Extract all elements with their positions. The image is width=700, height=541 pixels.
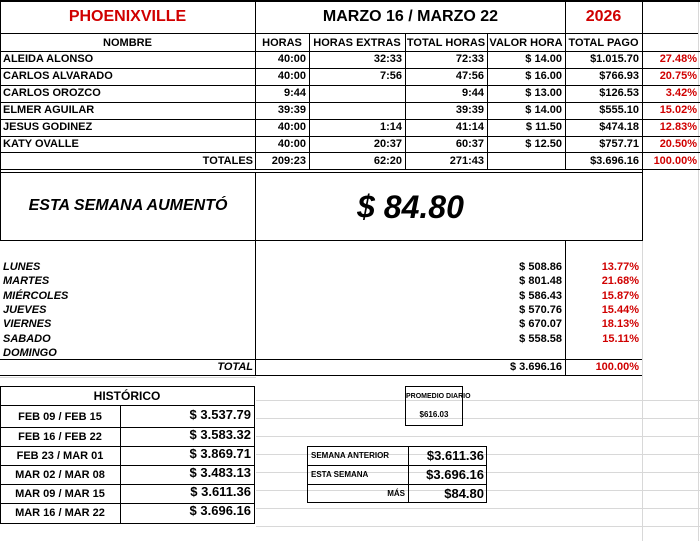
increase-amount: $ 84.80	[357, 189, 464, 225]
day-pct: 15.87%	[601, 289, 639, 302]
col-header-hours: HORAS	[262, 37, 302, 49]
employee-pay: $474.18	[599, 121, 639, 133]
employee-hours: 40:00	[277, 70, 306, 82]
comparison-label: MÁS	[387, 489, 405, 498]
employee-total-hours: 72:33	[455, 53, 484, 65]
totals-pay: $3.696.16	[590, 155, 639, 167]
history-title: HISTÓRICO	[93, 389, 161, 403]
day-amount: $ 570.76	[519, 303, 562, 316]
day-amount: $ 801.48	[519, 275, 562, 288]
employee-pay: $1.015.70	[590, 53, 639, 65]
daily-average-label: PROMEDIO DIARIO	[406, 393, 471, 400]
employee-rate: $ 12.50	[525, 138, 562, 150]
location-title: PHOENIXVILLE	[68, 8, 187, 25]
days-total-pct: 100.00%	[595, 361, 639, 373]
history-range: FEB 09 / FEB 15	[18, 411, 102, 423]
day-pct: 13.77%	[601, 261, 639, 273]
employee-hours: 39:39	[277, 104, 306, 116]
totals-extra: 62:20	[373, 155, 402, 167]
employee-pay: $126.53	[599, 87, 639, 99]
day-amount: $ 586.43	[519, 289, 562, 302]
history-range: MAR 02 / MAR 08	[15, 469, 105, 481]
day-label: VIERNES	[3, 318, 52, 331]
col-header-pay: TOTAL PAGO	[568, 37, 639, 49]
employee-name: CARLOS ALVARADO	[3, 70, 113, 82]
day-label: LUNES	[3, 261, 41, 273]
employee-name: JESUS GODINEZ	[3, 121, 93, 133]
history-range: MAR 09 / MAR 15	[15, 488, 105, 500]
employee-pct: 20.75%	[659, 70, 697, 82]
employee-extra-hours: 32:33	[373, 53, 402, 65]
employee-extra-hours: 1:14	[379, 121, 402, 133]
day-amount: $ 670.07	[519, 318, 562, 331]
history-amount: $ 3.696.16	[189, 503, 251, 518]
employee-hours: 40:00	[277, 53, 306, 65]
employee-pct: 3.42%	[665, 87, 697, 99]
comparison-value: $84.80	[444, 486, 484, 501]
totals-pct: 100.00%	[653, 155, 697, 167]
history-amount: $ 3.869.71	[189, 446, 251, 461]
history-amount: $ 3.537.79	[189, 407, 251, 422]
col-header-extra-hours: HORAS EXTRAS	[313, 37, 401, 49]
employee-pay: $757.71	[599, 138, 639, 150]
employee-total-hours: 41:14	[455, 121, 484, 133]
totals-hours: 209:23	[271, 155, 306, 167]
employee-hours: 9:44	[283, 87, 306, 99]
employee-extra-hours: 7:56	[379, 70, 402, 82]
employee-hours: 40:00	[277, 138, 306, 150]
comparison-label: ESTA SEMANA	[311, 470, 369, 479]
day-label: MIÉRCOLES	[3, 289, 69, 302]
history-amount: $ 3.583.32	[189, 427, 251, 442]
employee-name: CARLOS OROZCO	[3, 87, 101, 99]
history-amount: $ 3.611.36	[190, 484, 251, 499]
employee-name: ALEIDA ALONSO	[3, 53, 94, 65]
employee-pct: 12.83%	[659, 121, 697, 133]
totals-label: TOTALES	[202, 155, 253, 167]
day-pct: 21.68%	[601, 275, 639, 288]
employee-name: ELMER AGUILAR	[3, 104, 95, 116]
col-header-rate: VALOR HORA	[489, 37, 563, 49]
employee-extra-hours: 20:37	[373, 138, 402, 150]
comparison-box	[307, 446, 487, 503]
employee-pay: $766.93	[599, 70, 639, 82]
employee-total-hours: 47:56	[455, 70, 484, 82]
employee-rate: $ 13.00	[525, 87, 562, 99]
employee-pct: 20.50%	[659, 138, 697, 150]
day-label: JUEVES	[3, 303, 47, 316]
comparison-value: $3.611.36	[426, 448, 484, 463]
employee-rate: $ 14.00	[525, 104, 562, 116]
days-total-label: TOTAL	[217, 361, 253, 373]
days-total-amount: $ 3.696.16	[510, 361, 562, 373]
day-pct: 15.11%	[602, 332, 639, 345]
employee-pct: 27.48%	[659, 53, 697, 65]
increase-label: ESTA SEMANA AUMENTÓ	[28, 197, 228, 214]
daily-average-box	[405, 386, 471, 426]
comparison-value: $3.696.16	[426, 467, 484, 482]
history-range: FEB 16 / FEB 22	[18, 431, 102, 443]
history-range: FEB 23 / MAR 01	[16, 450, 104, 462]
totals-total-hours: 271:43	[449, 155, 484, 167]
day-pct: 15.44%	[601, 303, 639, 316]
employee-hours: 40:00	[277, 121, 306, 133]
employee-rate: $ 16.00	[525, 70, 562, 82]
day-label: MARTES	[3, 275, 50, 288]
employee-total-hours: 60:37	[455, 138, 484, 150]
day-label: SABADO	[3, 332, 51, 345]
employee-rate: $ 11.50	[525, 121, 562, 133]
col-header-name: NOMBRE	[103, 37, 152, 49]
history-amount: $ 3.483.13	[189, 465, 251, 480]
employee-name: KATY OVALLE	[3, 138, 79, 150]
day-amount: $ 558.58	[519, 332, 562, 345]
employee-total-hours: 9:44	[461, 87, 484, 99]
week-title: MARZO 16 / MARZO 22	[322, 8, 499, 25]
daily-average-value: $616.03	[419, 410, 449, 419]
history-range: MAR 16 / MAR 22	[15, 507, 105, 519]
employee-rate: $ 14.00	[525, 53, 562, 65]
employee-pct: 15.02%	[659, 104, 697, 116]
comparison-label: SEMANA ANTERIOR	[311, 451, 390, 460]
day-pct: 18.13%	[601, 318, 639, 331]
employee-pay: $555.10	[599, 104, 639, 116]
employee-total-hours: 39:39	[455, 104, 484, 116]
day-label: DOMINGO	[3, 346, 57, 359]
day-amount: $ 508.86	[519, 261, 562, 273]
year-title: 2026	[585, 8, 622, 25]
col-header-total-hours: TOTAL HORAS	[406, 37, 486, 49]
